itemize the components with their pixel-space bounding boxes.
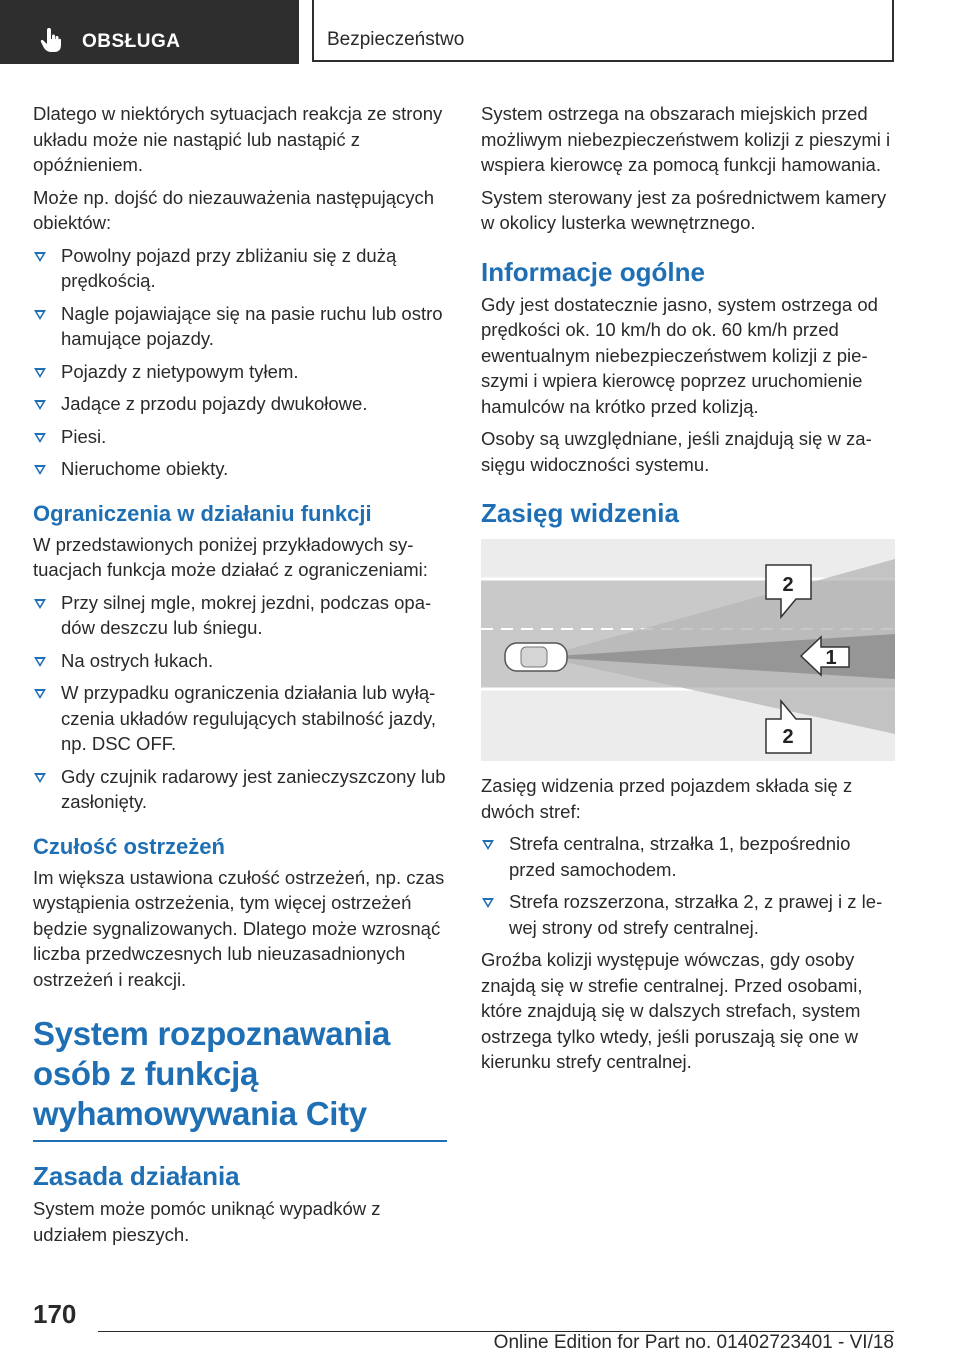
triangle-bullet-icon (34, 433, 46, 443)
svg-text:2: 2 (782, 726, 794, 748)
list-item: Jadące z przodu pojazdy dwukołowe. (33, 391, 447, 417)
detection-range-diagram (481, 539, 895, 761)
paragraph: Im większa ustawiona czułość ostrzeżeń, np. czas wystąpienia ostrzeżenia, tym więcej ostrzeżeń będzie sygnalizowanych. Dlatego może wzrosnąć liczba przedwczesnych lub nieuzasadnionych ostrzeżeń i reakcji. (33, 866, 445, 990)
paragraph: System ostrzega na obszarach miejskich przed możliwym niebezpieczeństwem kolizji z pieszymi i wspiera kierowcę za pomocą funkcji hamowania. (481, 103, 891, 175)
list-item: Strefa rozszerzona, strzałka 2, z prawej i z lewej strony od strefy centralnej. (481, 889, 895, 940)
list-item: Powolny pojazd przy zbliżaniu się z dużą prędkością. (33, 243, 447, 294)
svg-text:2: 2 (782, 574, 794, 596)
list-item: Piesi. (33, 424, 447, 450)
list-item: Nieruchome obiekty. (33, 456, 447, 482)
list-item: W przypadku ograniczenia działania lub wyłączenia układów regulujących stabilność jazdy, np. DSC OFF. (33, 680, 447, 757)
paragraph: Osoby są uwzględniane, jeśli znajdują się w zasięgu widoczności systemu. (481, 428, 872, 475)
chapter-header (312, 0, 894, 62)
triangle-bullet-icon (34, 252, 46, 262)
triangle-bullet-icon (34, 400, 46, 410)
car-icon (505, 643, 567, 671)
paragraph: Groźba kolizji występuje wówczas, gdy osoby znajdą się w strefie centralnej. Przed osobami, które znajdują się w dalszych strefach, system ostrzega tylko wtedy, jeśli poruszają się one w kierunku strefy centralnej. (481, 949, 863, 1072)
paragraph: Może np. dojść do niezauważenia następujących obiektów: (33, 186, 435, 233)
heading-range: Zasięg widzenia (481, 498, 679, 528)
section-tab-label: OBSŁUGA (82, 31, 181, 52)
svg-text:1: 1 (825, 647, 837, 669)
list-item: Nagle pojawiające się na pasie ruchu lub ostro hamujące pojazdy. (33, 301, 447, 352)
heading-limits: Ograniczenia w działaniu funkcji (33, 500, 372, 526)
triangle-bullet-icon (482, 898, 494, 908)
paragraph: System sterowany jest za pośrednictwem kamery w okolicy lusterka wewnętrznego. (481, 186, 887, 233)
paragraph: Dlatego w niektórych sytuacjach reakcja ze strony układu może nie nastąpić lub nastąpić z opóźnieniem. (33, 103, 443, 175)
heading-sensitivity: Czułość ostrzeżeń (33, 833, 225, 859)
right-column (481, 101, 895, 1082)
triangle-bullet-icon (34, 310, 46, 320)
title-divider (33, 1140, 447, 1142)
bullet-list (481, 831, 895, 940)
heading-general: Informacje ogólne (481, 256, 705, 287)
triangle-bullet-icon (34, 689, 46, 699)
heading-principle: Zasada działania (33, 1161, 240, 1191)
paragraph: Zasięg widzenia przed pojazdem składa się z dwóch stref: (481, 775, 853, 822)
list-item: Gdy czujnik radarowy jest zanieczyszczony lub zasłonięty. (33, 764, 447, 815)
edition-note: Online Edition for Part no. 01402723401 - VI/18 (493, 1332, 894, 1353)
hand-icon (40, 28, 62, 52)
paragraph: W przedstawionych poniżej przykładowych sytuacjach funkcja może działać z ograniczeniami: (33, 533, 428, 580)
paragraph: System może pomóc uniknąć wypadków z udziałem pieszych. (33, 1198, 381, 1245)
list-item: Pojazdy z nietypowym tyłem. (33, 359, 447, 385)
triangle-bullet-icon (34, 657, 46, 667)
bullet-list (33, 590, 447, 815)
page-number: 170 (33, 1299, 77, 1329)
list-item: Na ostrych łukach. (33, 648, 447, 674)
section-tab (0, 0, 299, 64)
list-item: Strefa centralna, strzałka 1, bezpośrednio przed samochodem. (481, 831, 895, 882)
triangle-bullet-icon (34, 773, 46, 783)
triangle-bullet-icon (34, 599, 46, 609)
triangle-bullet-icon (482, 840, 494, 850)
triangle-bullet-icon (34, 465, 46, 475)
bullet-list (33, 243, 447, 482)
section-title: System rozpoznawania osób z funkcją wyhamowywania City (33, 1015, 391, 1132)
list-item: Przy silnej mgle, mokrej jezdni, podczas opadów deszczu lub śniegu. (33, 590, 447, 641)
left-column (33, 101, 447, 1254)
triangle-bullet-icon (34, 368, 46, 378)
chapter-title: Bezpieczeństwo (327, 29, 465, 50)
paragraph: Gdy jest dostatecznie jasno, system ostrzega od prędkości ok. 10 km/h do ok. 60 km/h przed ewentualnym niebezpieczeństwem kolizji z pieszymi i wpiera kierowcę poprzez uruchomienie hamulców na krótko przed kolizją. (481, 293, 878, 417)
